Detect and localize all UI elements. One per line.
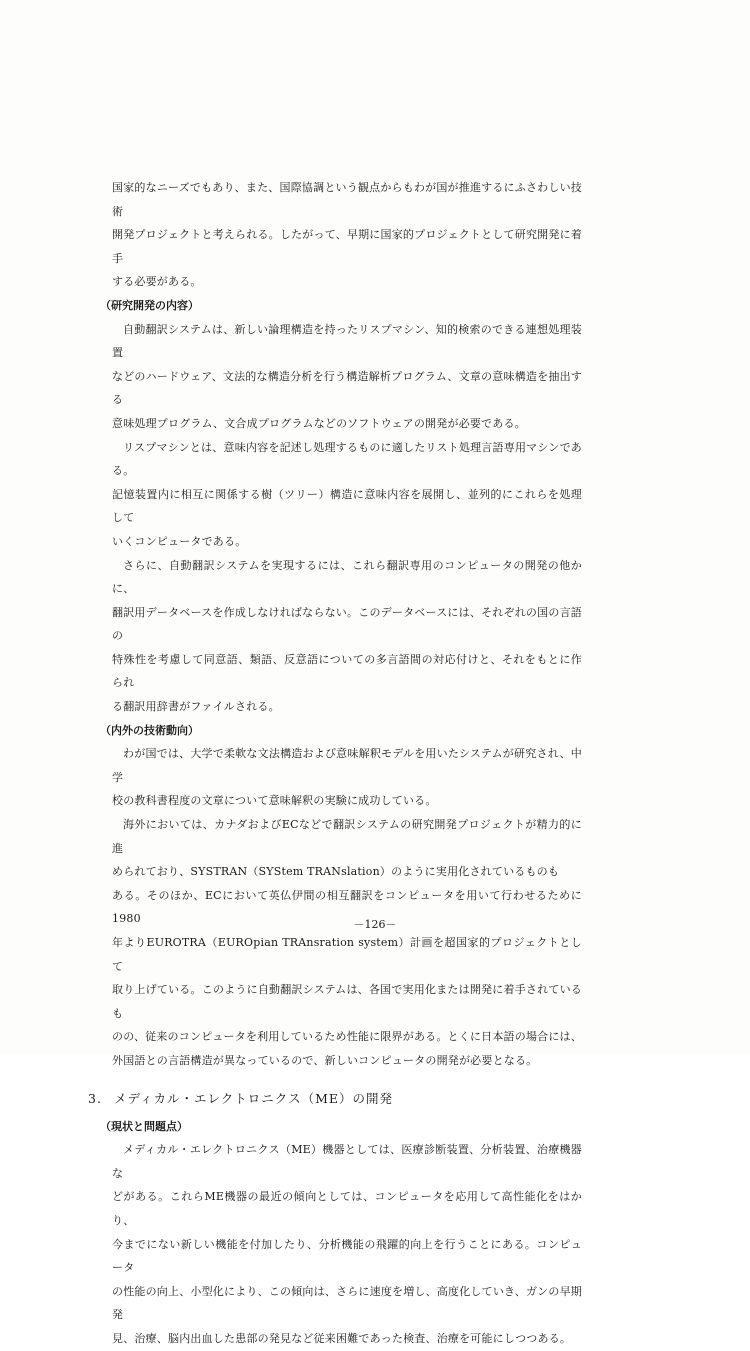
page-content [88, 176, 582, 1351]
trends-paragraph-1: わが国では、大学で柔軟な文法構造および意味解釈モデルを用いたシステムが研究され、中学 校の教科書程度の文章について意味解釈の実験に成功している。 [112, 747, 582, 808]
section-title-text: メディカル・エレクトロニクス（ME）の開発 [113, 1090, 393, 1106]
research-paragraph-1: 自動翻訳システムは、新しい論理構造を持ったリスプマシン、知的検索のできる連想処理装置 などのハードウェア、文法的な構造分析を行う構造解析プログラム、文章の意味構造を抽出する 意味処理プログラム、文合成プログラムなどのソフトウェアの開発が必要である。 [112, 322, 582, 430]
research-paragraph-3: さらに、自動翻訳システムを実現するには、これら翻訳専用のコンピュータの開発の他かに、 翻訳用データベースを作成しなければならない。このデータベースには、それぞれの国の言語の 特殊性を考慮して同意語、類語、反意語についての多言語間の対応付けと、それをもとに作られ る翻訳用辞書がファイルされる。 [112, 558, 582, 714]
status-paragraph-1: メディカル・エレクトロニクス（ME）機器としては、医療診断装置、分析装置、治療機器な どがある。これらME機器の最近の傾向としては、コンピュータを応用して高性能化をはかり、 今までにない新しい機能を付加したり、分析機能の飛躍的向上を行うことにある。コンピュータ の性能の向上、小型化により、この傾向は、さらに速度を増し、高度化していき、ガンの早期発 見、治療、脳内出血した患部の発見など従来困難であった検査、治療を可能にしつつある。 [112, 1143, 582, 1345]
trends-paragraph-2: 海外においては、カナダおよびECなどで翻訳システムの研究開発プロジェクトが精力的に進 められており、SYSTRAN（SYStem TRANslation）のように実用化されているものも ある。そのほか、ECにおいて英仏伊間の相互翻訳をコンピュータを用いて行わせるために1980 年よりEUROTRA（EUROpian TRAnsration system）計画を超国家的プロジェクトとして 取り上げている。このように自動翻訳システムは、各国で実用化または開発に着手されているも のの、従来のコンピュータを利用しているため性能に限界がある。とくに日本語の場合には、 外国語との言語構造が異なっているので、新しいコンピュータの開発が必要となる。 [112, 818, 582, 1067]
heading-technology-trends: （内外の技術動向） [100, 723, 199, 737]
section-number: 3. [88, 1090, 102, 1106]
section-3-title [88, 1087, 582, 1111]
page-number: －126－ [353, 918, 397, 931]
heading-research-content: （研究開発の内容） [100, 298, 199, 312]
research-paragraph-2: リスプマシンとは、意味内容を記述し処理するものに適したリスト処理言語専用マシンである。 記憶装置内に相互に関係する樹（ツリー）構造に意味内容を展開し、並列的にこれらを処理して いくコンピュータである。 [112, 440, 582, 548]
intro-paragraph: 国家的なニーズでもあり、また、国際協調という観点からもわが国が推進するにふさわしい技術 開発プロジェクトと考えられる。したがって、早期に国家的プロジェクトとして研究開発に着手 する必要がある。 [112, 181, 582, 289]
heading-status-and-issues: （現状と問題点） [100, 1119, 188, 1133]
